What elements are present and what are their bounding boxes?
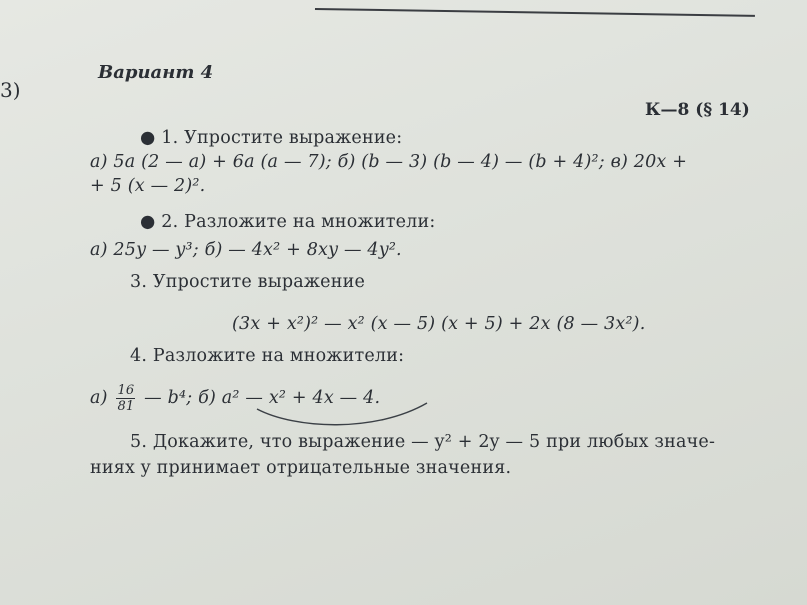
fraction-denominator: 81: [117, 399, 135, 414]
problem-1-line-2: + 5 (x — 2)².: [90, 176, 206, 196]
problem-4-rest: — b⁴; б) a² — x² + 4x — 4.: [144, 388, 381, 408]
fraction-numerator: 16: [117, 383, 135, 398]
handwritten-underline: [255, 395, 435, 435]
problem-2-line-1: а) 25y — y³; б) — 4x² + 8xy — 4y².: [90, 240, 402, 260]
problem-1-line-1: а) 5a (2 — a) + 6a (a — 7); б) (b — 3) (b — 4) — (b + 4)²; в) 20x +: [90, 152, 688, 172]
margin-mark: 3): [0, 78, 21, 102]
problem-3-expression: (3x + x²)² — x² (x — 5) (x + 5) + 2x (8 — 3x²).: [232, 314, 646, 334]
part-a-label: а): [90, 388, 108, 408]
test-code: К—8 (§ 14): [645, 100, 750, 120]
problem-3-label: 3. Упростите выражение: [130, 272, 366, 292]
fraction-16-81: [116, 383, 135, 414]
problem-2-label: ● 2. Разложите на множители:: [140, 212, 436, 232]
problem-4-label: 4. Разложите на множители:: [130, 346, 405, 366]
variant-title: Вариант 4: [98, 62, 214, 83]
problem-5-line-2: ниях y принимает отрицательные значения.: [90, 458, 512, 478]
problem-1-label: ● 1. Упростите выражение:: [140, 128, 403, 148]
problem-5-label: 5. Докажите, что выражение — y² + 2y — 5 при любых значе-: [130, 432, 716, 452]
top-rule: [315, 8, 755, 17]
